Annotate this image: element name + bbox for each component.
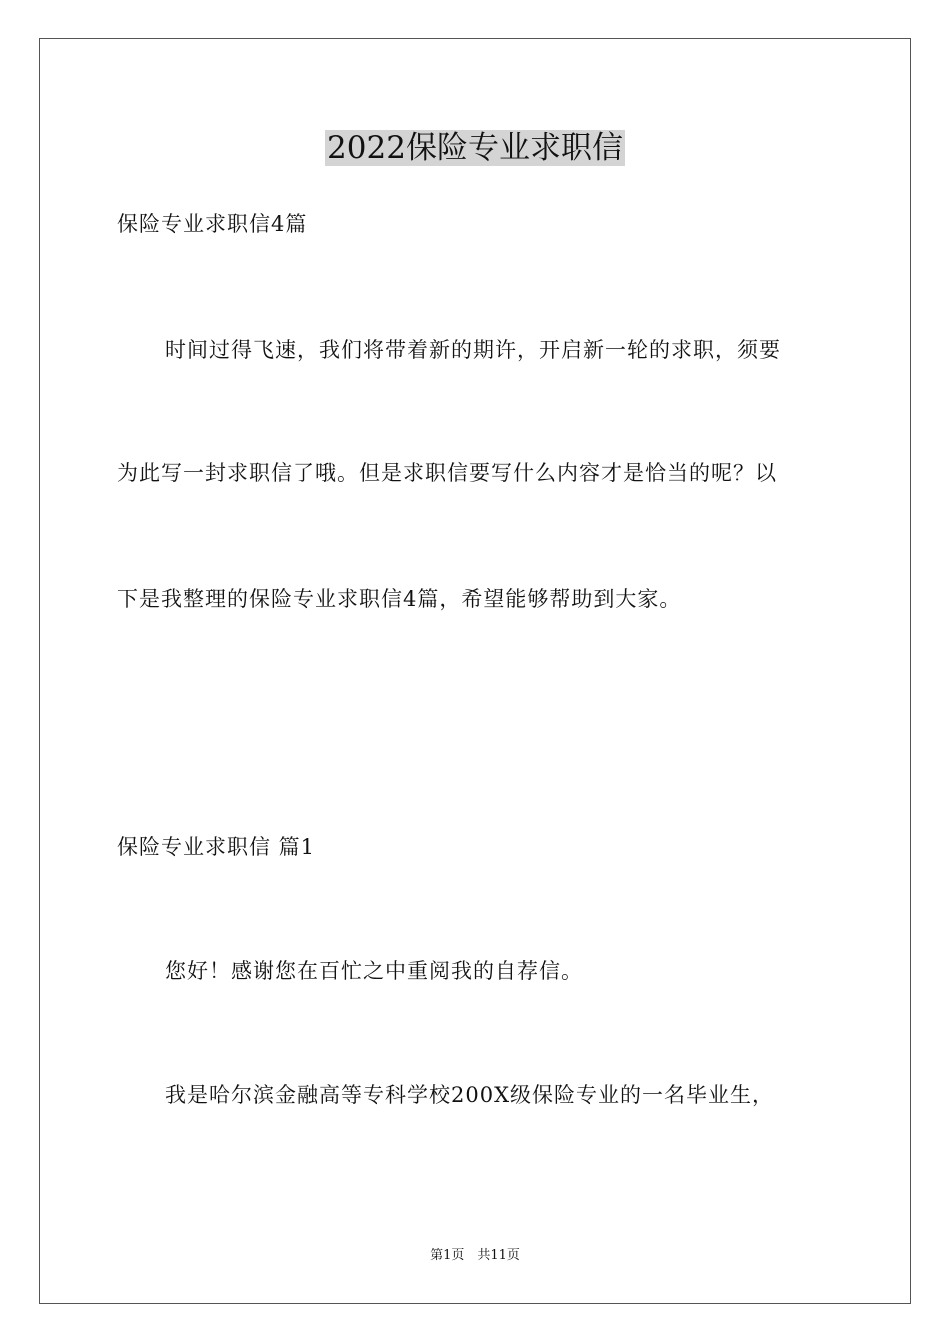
page-number-footer: 第1页 共11页: [430, 1248, 520, 1263]
body-line-1: 您好！感谢您在百忙之中重阅我的自荐信。: [165, 959, 583, 983]
document-subtitle: 保险专业求职信4篇: [117, 212, 308, 236]
intro-line-1: 时间过得飞速，我们将带着新的期许，开启新一轮的求职，须要: [165, 338, 781, 362]
document-title: [0, 126, 950, 170]
body-line-2: 我是哈尔滨金融高等专科学校200X级保险专业的一名毕业生，: [165, 1083, 775, 1107]
intro-line-3: 下是我整理的保险专业求职信4篇，希望能够帮助到大家。: [117, 587, 682, 611]
intro-line-2: 为此写一封求职信了哦。但是求职信要写什么内容才是恰当的呢？以: [117, 461, 777, 485]
section-heading: 保险专业求职信 篇1: [117, 835, 316, 859]
document-title-text: 2022保险专业求职信: [327, 130, 623, 166]
